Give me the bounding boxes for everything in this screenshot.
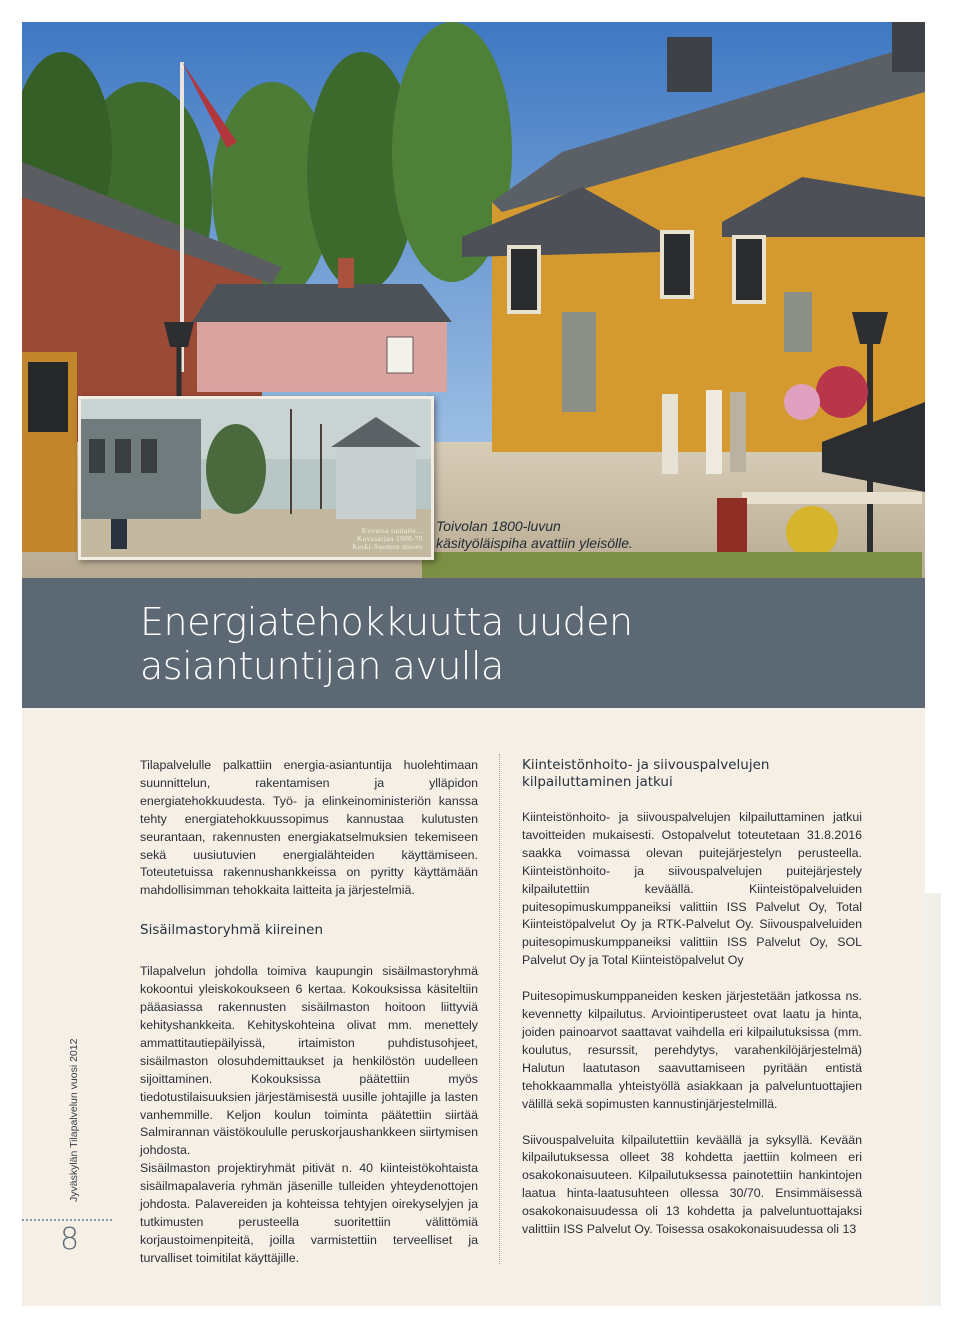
page-number: 8	[60, 1222, 80, 1257]
publication-label: Jyväskylän Tilapalvelun vuosi 2012	[68, 1038, 80, 1202]
inset-caption-line: Kuvassa rautatie...	[361, 527, 423, 535]
photo-caption: Toivolan 1800-luvun käsityöläispiha avattiin yleisölle.	[436, 518, 633, 551]
title-line-2: asiantuntijan avulla	[140, 644, 504, 688]
right-column	[522, 757, 862, 1239]
procurement-paragraph: Kiinteistönhoito- ja siivouspalvelujen kilpailuttaminen jatkui tavoitteiden mukaisesti. Ostopalvelut toteutetaan 31.8.2016 saakka voimassa olevan puitejärjestelyn perusteella. Kiinteistönhoito- ja siivouspalvelujen puitejärjestely kilpailutettiin keväällä. Kiinteistöpalveluiden puitesopimuskumppaneiksi valittiin ISS Palvelut Oy, Total Kiinteistöpalvelut Oy ja RTK-Palvelut Oy. Siivouspalveluiden puitesopimuskumppaneiksi valittiin ISS Palvelut Oy, SOL Palvelut Oy ja Total Kiinteistöpalvelut Oy	[522, 810, 862, 968]
title-line-1: Energiatehokkuutta uuden	[140, 600, 633, 644]
energy-paragraph: Tilapalvelulle palkattiin energia-asiantuntija huolehtimaan suunnittelun, rakentamisen ja ylläpidon energiatehokkuudesta. Työ- ja elinkeinoministeriön kanssa tehty energiatehokkuussopimus kannustaa kulutusten seurantaan, rakennusten energiakatselmuksien tekemiseen sekä uusiutuvien energialähteiden käyttämiseen. Toteutetuissa rakennushankkeissa on pyritty käyttämään mahdollisimman tehokkaita laitteita ja järjestelmiä.	[140, 758, 478, 898]
dotted-rule	[22, 1219, 112, 1221]
historic-postcard-inset	[78, 396, 434, 560]
indoor-air-heading: Sisäilmastoryhmä kiireinen	[140, 922, 323, 939]
report-page	[22, 22, 925, 1306]
framework-paragraph: Puitesopimuskumppaneiden kesken järjestetään jatkossa ns. kevennetty kilpailutus. Arviointiperusteet ovat laatu ja hinta, joiden painoarvot saattavat vaihdella eri kilpailutuksissa (mm. koulutus, resurssit, perehdytys, varahenkilöjärjestelmä) Halutun laatutason saavuttamiseen pyritään entistä tehokkaammalla yhteistyöllä asiakkaan ja palveluntuottajien välillä sekä sopimusten kannustinjärjestelmillä.	[522, 989, 862, 1111]
indoor-air-paragraph: Tilapalvelun johdolla toimiva kaupungin sisäilmastoryhmä kokoontui yleiskokoukseen 6 kertaa. Kokouksissa käsiteltiin pääasiassa rakennusten sisäilmaston hoitoon liittyviä kehityshankkeita. Kehityskohteina olivat mm. menettely ammattitautiepäilyissä, irtaimiston puhdistusohjeet, sisäilmaston olosuhdemittaukset ja henkilöstön uudelleen sijoittaminen. Kokouksissa päätettiin myös tiedotustilaisuuksien järjestämisestä uusille johtajille ja lasten vanhemmille. Keljon koulun toiminta päätettiin siirtää Salmirannan väistökoululle peruskorjaushankkeen siirtymisen johdosta.	[140, 964, 478, 1158]
page-title	[140, 600, 840, 688]
page-edge-strip	[925, 893, 941, 1306]
column-divider	[499, 754, 500, 1264]
inset-caption	[352, 527, 423, 551]
courtyard-photo	[22, 22, 925, 578]
inset-caption-line: Kuvasarjan 1900-70	[357, 535, 423, 543]
inset-caption-line: Keski-Suomen museo	[352, 543, 423, 551]
procurement-heading: Kiinteistönhoito- ja siivouspalvelujen kilpailuttaminen jatkui	[522, 757, 770, 790]
left-column	[140, 757, 478, 1268]
project-groups-paragraph: Sisäilmaston projektiryhmät pitivät n. 40 kiinteistökohtaista sisäilmapalaveria ryhmän jäsenille tulleiden yhteydenottojen johdosta. Palavereiden ja kohteissa tehtyjen oirekyselyjen ja tutkimusten perusteella suoritettiin välittömiä korjaustoimenpiteitä, joilla varmistettiin terveelliset ja turvalliset toimitilat käyttäjille.	[140, 1161, 478, 1265]
cleaning-paragraph: Siivouspalveluita kilpailutettiin keväällä ja syksyllä. Kevään kilpailutuksessa olleet 38 kohdetta jaettiin kolmeen eri osakokonaisuuteen. Kilpailutuksessa painotettiin hankintojen laatua hinta-laatusuhteen ollessa 30/70. Ensimmäisessä osakokonaisuudessa oli 13 kohdetta ja palveluntuottajaksi valittiin ISS Palvelut Oy. Toisessa osakokonaisuudessa oli 13	[522, 1132, 862, 1237]
